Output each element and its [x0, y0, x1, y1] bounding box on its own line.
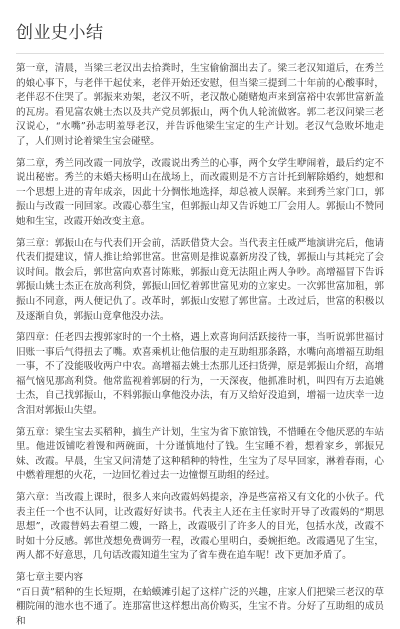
chapter-1-summary: 第一章，清晨，当梁三老汉出去拾粪时，生宝偷偷溜出去了。梁三老汉知道后，在秀兰的娘心事下，与老伴干起仗来，老伴开始还安慰，但当梁三提到二十年前的心酸事时，老伴忍不住哭了。郭振来劝架，老汉不听，老汉散心随赌炮声来到富裕中农郭世富新盖的瓦房。看见富农姚士杰以及共产党员郭振山，两个仇人轮流做客。郭二老汉问梁三老汉说心，“水嘴”孙志明羞辱老汉，并告诉他梁生宝定的生产计划。老汉气急败坏地走了，人们则讨论着梁生宝会碰壁。 [16, 63, 384, 147]
chapter-7-summary: “百日黄”稻种的生长短期，在蛤蟆滩引起了这样广泛的兴趣，庄家人们把梁三老汉的草棚院闹的池水也不通了。连那富世这样想出高价购买，生宝不肯。分好了互助组的成员和 [16, 586, 384, 627]
chapter-5-summary: 第五章：梁生宝去买稻种，搞生产计划，生宝为省下旅馆钱，不惜睡在令他厌恶的车站里。他进饭铺吃着馒和两碗面，十分谨慎地付了钱。生宝睡不着，想着家乡，郭振兄妹、改霞。早晨，生宝又问清楚了这种稻种的特性，生宝为了尽早回家，淋着春雨，心中燃着理想的火花，一边回忆着过去一边憧憬互助组的经过。 [16, 426, 384, 482]
chapter-2-summary: 第二章，秀兰同改霞一同放学，改霞说出秀兰的心事，两个女学生咿闹着，最后约定不说出秘密。秀兰的未婚夫杨明山在战场上，而改霞则是不方言计托到解除婚约，她想和一个思想上进的青年成亲，因此十分惆怅地选择，却总被人误解。来到秀兰家门口，郭振山与改霞一同回家。改霞心慕生宝，但郭振山却又告诉她工厂会用人。郭振山不赞同她和生宝，改霞开始改变主意。 [16, 157, 384, 227]
chapter-6-summary: 第六章：当改霞上课时，很多人来向改霞妈妈提亲，净是些富裕又有文化的小伙子。代表主任一个也不认同，让改霞好好读书。代表主人还在主任家时开导了改霞妈的“期思思想”，改霞替妈去看望二嫂，一路上，改霞吸引了许多人的目光，包括水茂，改霞不时如十分反感。郭世茂想免费调劳一程，改霞心里明白，委婉拒绝。改霞遇见了生宝，两人都不好意思，几句话改霞知道生宝为了省车费在追车呢！改下更加矛盾了。 [16, 492, 384, 562]
chapter-4-summary: 第四章：任老四去搜郭家时的一个土格，遇上欢喜询问活跃接待一事，当听说郭世福讨旧账一事后气得扭去了嘴。欢喜乘机让他信服的走互助组那条路，水嘴向高增福互助组一事，不了没能吸收两户中农。高增福去姚士杰那儿还扫货弹，原是郭振山介绍，高增福气恼见那高利贷。他常监视着郭厨的行为，一天深夜，他抓准时机，叫四有万去追姚士杰，自己找郭振山，不料郭振山拿他没办法，有万又给好没追到，增福一边庆幸一边含泪对郭振山失望。 [16, 332, 384, 417]
chapter-3-summary: 第三章：郭振山在与代表们开会前，活跃借贷大会。当代表主任威严地演讲完后，他请代表们提建议，情人推让给郭世富。世富则是推说嘉新房没了钱，郭振山与其耗完了会议时间。散会后，郭世富向欢喜讨陈账，郭振山竟无法阻止两人争吵。高增福冒下告诉郭振山姚士杰正在放高利贷，郭振山回忆着郭世富见劝的立家史。一次郭世富加租，郭振山不同意，两人便记仇了。改革时，郭振山安慰了郭世富。土改过后，世富的积极以及逐渐自负，郭振山竟拿他没办法。 [16, 237, 384, 322]
title-divider [16, 53, 384, 54]
chapter-7-heading: 第七章主要内容 [16, 572, 84, 583]
document-title: 创业史小结 [16, 23, 104, 43]
